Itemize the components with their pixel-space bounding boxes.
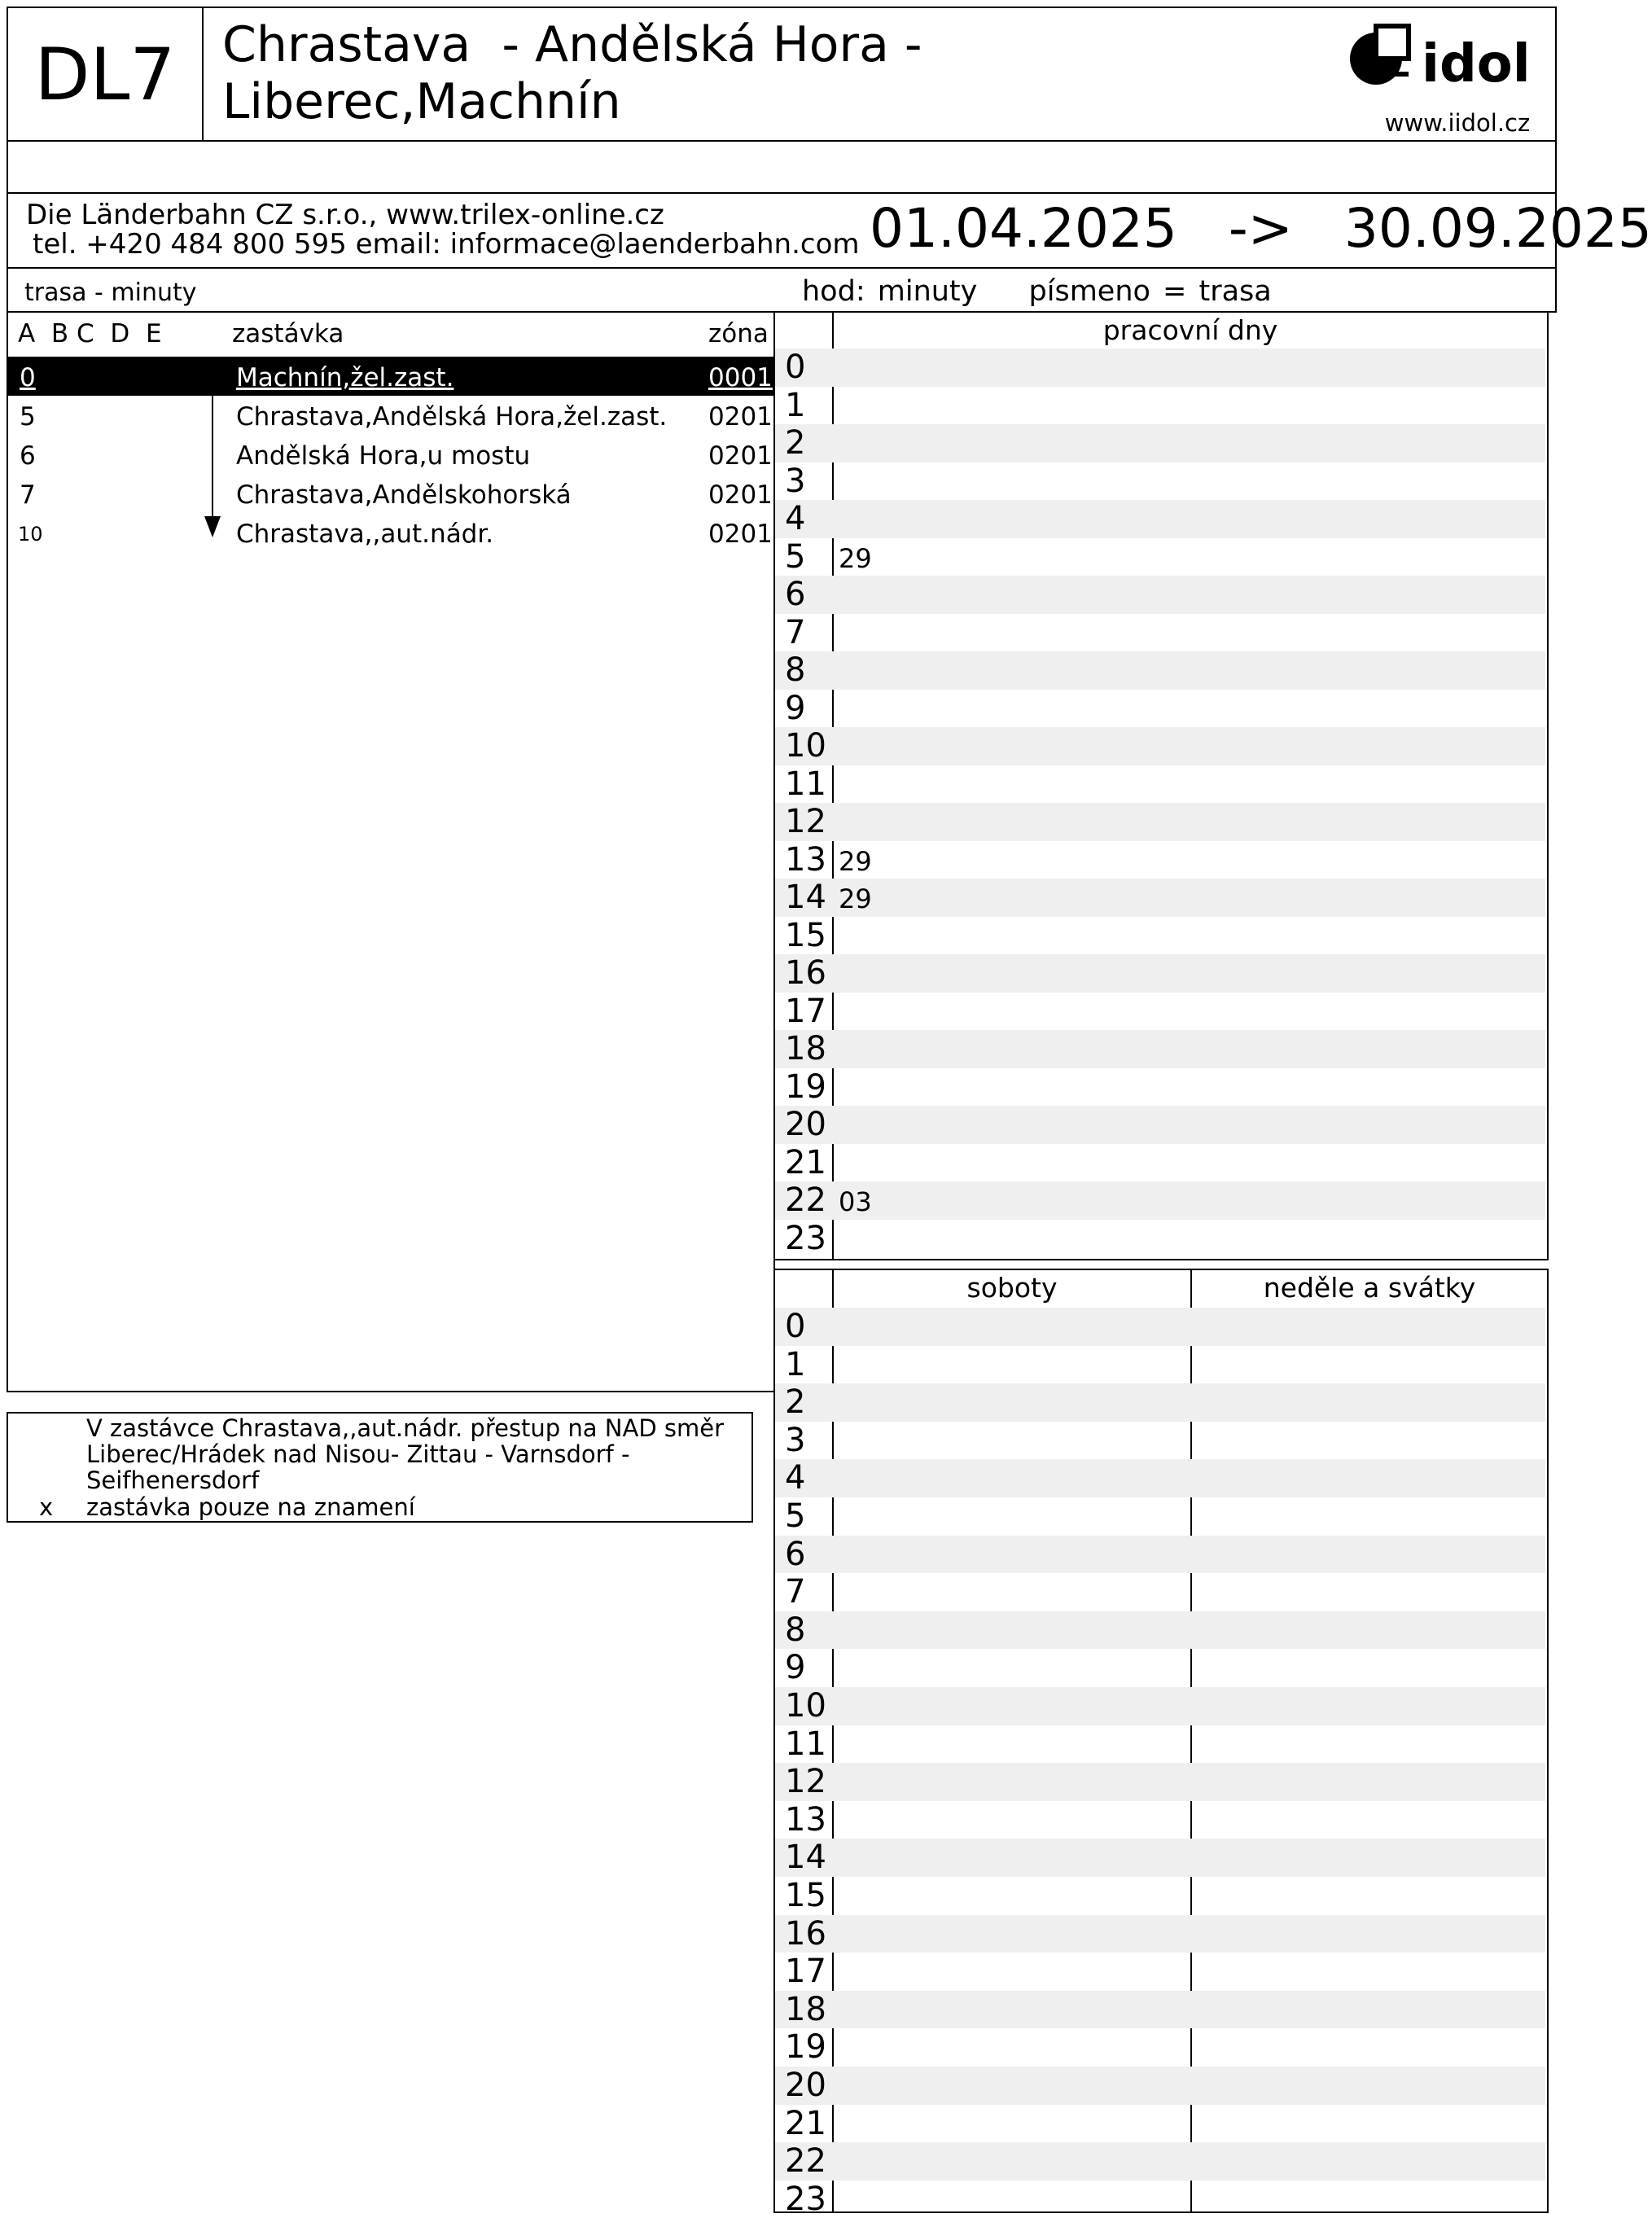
logo-text: idol [1422, 34, 1531, 94]
stop-zone: 0201 [708, 480, 773, 510]
valid-from: 01.04.2025 [870, 197, 1177, 260]
notes-box [7, 1412, 753, 1523]
hour-label: 4 [785, 1459, 806, 1497]
timetable-row [775, 993, 1545, 1031]
stop-row[interactable] [8, 396, 773, 435]
hour-label: 10 [785, 727, 826, 765]
hour-label: 13 [785, 1800, 826, 1839]
stop-zone: 0201 [708, 519, 773, 549]
timetable-row [775, 651, 1545, 690]
hour-label: 22 [785, 2142, 826, 2181]
carrier-info [7, 192, 1652, 269]
hour-label: 18 [785, 1030, 826, 1067]
stop-minutes: 10 [18, 523, 43, 546]
timetable-workdays [773, 313, 1549, 1260]
idol-logo-icon [1343, 23, 1539, 94]
hour-label: 7 [785, 613, 806, 651]
hour-label: 20 [785, 2067, 826, 2104]
hour-label: 1 [785, 1345, 806, 1383]
timetable-row [775, 1220, 1545, 1258]
hour-label: 16 [785, 954, 826, 992]
hour-label: 3 [785, 462, 806, 500]
hour-label: 19 [785, 1067, 826, 1106]
timetable-row [775, 2067, 1545, 2105]
timetable-row [775, 1106, 1545, 1144]
timetable-row [775, 348, 1545, 387]
stop-name: Chrastava,Andělská Hora,žel.zast. [236, 402, 668, 432]
note-symbol-text: zastávka pouze na znamení [86, 1493, 415, 1521]
hour-label: 23 [785, 1219, 826, 1257]
timetable-row [775, 1763, 1545, 1801]
timetable-row [775, 1839, 1545, 1877]
timetable-row [775, 2028, 1545, 2067]
hour-label: 3 [785, 1421, 806, 1459]
timetable-row [775, 1068, 1545, 1107]
timetable-row [775, 538, 1545, 576]
timetable-row [775, 1144, 1545, 1182]
timetable-row [775, 1687, 1545, 1725]
hour-label: 22 [785, 1181, 826, 1219]
timetable-row [775, 500, 1545, 538]
hour-label: 6 [785, 576, 806, 613]
hour-label: 9 [785, 1649, 806, 1687]
carrier-contact: tel. +420 484 800 595 email: informace@laenderbahn.com [33, 228, 860, 261]
hour-label: 5 [785, 1497, 806, 1535]
timetable-row [775, 1346, 1545, 1384]
validity-arrow: -> [1228, 197, 1293, 260]
stop-header: zastávka [232, 319, 344, 348]
timetable-row [775, 917, 1545, 955]
departure-minutes: 29 [839, 883, 872, 914]
line-code: DL7 [8, 8, 204, 140]
route-line [212, 396, 213, 521]
departure-minutes: 29 [839, 845, 872, 877]
timetable-row [775, 727, 1545, 765]
timetable-row [775, 1573, 1545, 1611]
title-line-2: Liberec,Machnín [222, 73, 621, 130]
hour-label: 23 [785, 2180, 826, 2218]
title-line-1: Chrastava - Andělská Hora - [222, 16, 922, 73]
stop-name: Chrastava,Andělskohorská [236, 480, 572, 510]
hour-label: 11 [785, 765, 826, 803]
carrier-name: Die Länderbahn CZ s.r.o., www.trilex-online.cz [26, 199, 664, 231]
hour-label: 12 [785, 803, 826, 840]
timetable-row [775, 841, 1545, 879]
timetable-row [775, 1181, 1545, 1220]
timetable-row [775, 879, 1545, 917]
timetable-weekend [773, 1269, 1549, 2218]
stop-zone: 0001 [708, 363, 773, 392]
timetable-row [775, 2181, 1545, 2218]
timetable-row [775, 690, 1545, 728]
note-transfer: V zastávce Chrastava,,aut.nádr. přestup na NAD směr Liberec/Hrádek nad Nisou- Zittau - Varnsdorf - Seifhenersdorf [86, 1414, 724, 1494]
hour-label: 2 [785, 424, 806, 462]
stop-minutes: 6 [20, 441, 36, 471]
timetable-row [775, 765, 1545, 804]
timetable-row [775, 576, 1545, 614]
zone-header: zóna [708, 319, 769, 348]
stops-panel [7, 313, 775, 1392]
timetable-row [775, 1030, 1545, 1068]
stop-minutes: 5 [20, 402, 36, 432]
timetable-row [775, 1497, 1545, 1536]
hour-label: 19 [785, 2028, 826, 2067]
hour-label: 0 [785, 348, 806, 386]
blank-row [7, 140, 1557, 194]
stop-row[interactable] [8, 357, 773, 396]
hour-label: 12 [785, 1763, 826, 1801]
hour-label: 6 [785, 1535, 806, 1573]
stop-minutes: 7 [20, 480, 36, 510]
stop-name: Machnín,žel.zast. [236, 363, 454, 392]
hour-label: 11 [785, 1725, 826, 1763]
hour-label: 14 [785, 879, 826, 916]
timetable-row [775, 1649, 1545, 1687]
header [7, 7, 1557, 142]
stop-row[interactable] [8, 435, 773, 474]
hour-label: 8 [785, 651, 806, 689]
hour-label: 17 [785, 1953, 826, 1991]
timetable-row [775, 1383, 1545, 1422]
hour-label: 4 [785, 500, 806, 537]
stop-name: Chrastava,,aut.nádr. [236, 519, 494, 549]
routes-header: A B C D E [18, 319, 162, 348]
departure-minutes: 29 [839, 542, 872, 574]
hour-label: 21 [785, 1143, 826, 1181]
legend-row [7, 267, 1557, 313]
hour-label: 9 [785, 689, 806, 727]
timetable-title-saturday: soboty [966, 1272, 1058, 1304]
hour-label: 15 [785, 916, 826, 954]
logo-url[interactable]: www.iidol.cz [1384, 109, 1531, 137]
stops-header [8, 313, 773, 352]
stop-zone: 0201 [708, 441, 773, 471]
timetable-row [775, 1725, 1545, 1764]
timetable-row [775, 1877, 1545, 1915]
timetable-row [775, 1536, 1545, 1574]
timetable-row [775, 954, 1545, 993]
hour-label: 17 [785, 992, 826, 1030]
timetable-row [775, 2105, 1545, 2143]
hour-label: 0 [785, 1308, 806, 1345]
hour-label: 14 [785, 1839, 826, 1877]
timetable-row [775, 614, 1545, 652]
legend-minuty: minuty [877, 275, 978, 308]
stop-name: Andělská Hora,u mostu [236, 441, 531, 471]
hour-label: 8 [785, 1611, 806, 1649]
timetable-row [775, 1801, 1545, 1839]
route-arrow-icon [204, 516, 221, 537]
timetable-row [775, 462, 1545, 501]
timetable-title-sunday: neděle a svátky [1263, 1272, 1476, 1304]
hour-label: 13 [785, 840, 826, 879]
timetable-row [775, 803, 1545, 841]
departure-minutes: 03 [839, 1186, 872, 1217]
valid-to: 30.09.2025 [1343, 197, 1652, 260]
hour-label: 18 [785, 1990, 826, 2028]
stop-row[interactable] [8, 474, 773, 513]
hour-label: 10 [785, 1687, 826, 1725]
legend-hour-minutes [802, 275, 1272, 308]
legend-pismeno: písmeno = trasa [1028, 275, 1272, 308]
hour-label: 16 [785, 1914, 826, 1953]
hour-label: 21 [785, 2104, 826, 2142]
stop-minutes: 0 [20, 363, 36, 392]
stop-row[interactable] [8, 513, 773, 552]
hour-label: 5 [785, 537, 806, 576]
line-title [222, 16, 1281, 130]
hour-label: 2 [785, 1383, 806, 1422]
timetable-row [775, 424, 1545, 462]
timetable-row [775, 1915, 1545, 1953]
legend-route-minutes: trasa - minuty [24, 278, 197, 307]
stop-zone: 0201 [708, 402, 773, 432]
validity-period [870, 197, 1652, 260]
hour-label: 20 [785, 1106, 826, 1143]
timetable-row [775, 1611, 1545, 1650]
idol-logo [1343, 23, 1539, 94]
timetable-row [775, 1422, 1545, 1460]
timetable-row [775, 1953, 1545, 1991]
timetable-row [775, 1459, 1545, 1497]
note-symbol: x [39, 1493, 54, 1521]
timetable-row [775, 1308, 1545, 1346]
timetable-row [775, 1991, 1545, 2029]
timetable-row [775, 387, 1545, 425]
hour-label: 7 [785, 1573, 806, 1611]
hour-label: 1 [785, 386, 806, 424]
legend-hod: hod: [802, 275, 865, 308]
hour-label: 15 [785, 1877, 826, 1914]
timetable-title: pracovní dny [1102, 314, 1278, 346]
timetable-row [775, 2142, 1545, 2181]
